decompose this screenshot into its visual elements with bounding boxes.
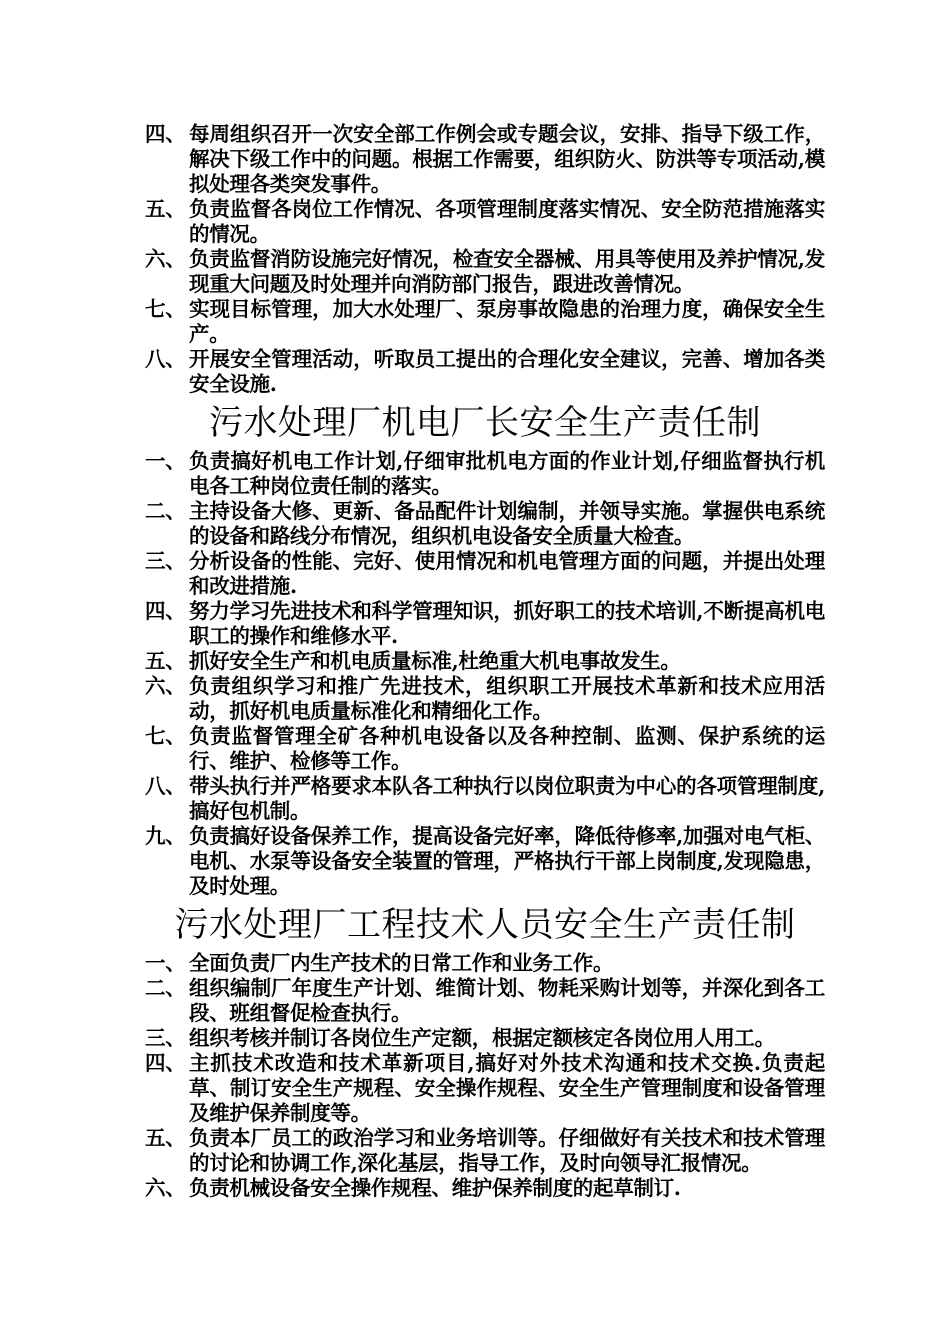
section-heading: 污水处理厂机电厂长安全生产责任制 bbox=[209, 403, 761, 443]
list-item: 五、 负责本厂员工的政治学习和业务培训等。仔细做好有关技术和技术管理的讨论和协调工作,深化基层，指导工作，及时向领导汇报情况。 bbox=[145, 1126, 825, 1175]
list-item: 二、 主持设备大修、更新、备品配件计划编制，并领导实施。掌握供电系统的设备和路线分布情况，组织机电设备安全质量大检查。 bbox=[145, 499, 825, 548]
list-item: 五、 抓好安全生产和机电质量标准,杜绝重大机电事故发生。 bbox=[145, 649, 681, 673]
list-item: 五、 负责监督各岗位工作情况、各项管理制度落实情况、安全防范措施落实的情况。 bbox=[145, 197, 825, 246]
document-page bbox=[145, 122, 825, 1201]
list-item: 四、 每周组织召开一次安全部工作例会或专题会议，安排、指导下级工作，解决下级工作中的问题。根据工作需要，组织防火、防洪等专项活动,模拟处理各类突发事件。 bbox=[145, 122, 825, 196]
list-item: 六、 负责组织学习和推广先进技术，组织职工开展技术革新和技术应用活动，抓好机电质量标准化和精细化工作。 bbox=[145, 674, 825, 723]
list-item: 八、 带头执行并严格要求本队各工种执行以岗位职责为中心的各项管理制度,搞好包机制。 bbox=[145, 774, 825, 823]
list-item: 三、 分析设备的性能、完好、使用情况和机电管理方面的问题，并提出处理和改进措施. bbox=[145, 549, 825, 598]
list-item: 四、 努力学习先进技术和科学管理知识，抓好职工的技术培训,不断提高机电职工的操作和维修水平. bbox=[145, 599, 825, 648]
list-item: 一、 负责搞好机电工作计划,仔细审批机电方面的作业计划,仔细监督执行机电各工种岗位责任制的落实。 bbox=[145, 449, 825, 498]
section-engineering-staff bbox=[145, 899, 825, 1201]
list-item: 六、 负责监督消防设施完好情况，检查安全器械、用具等使用及养护情况,发现重大问题及时处理并向消防部门报告，跟进改善情况。 bbox=[145, 247, 825, 296]
list-item: 二、 组织编制厂年度生产计划、维简计划、物耗采购计划等，并深化到各工段、班组督促检查执行。 bbox=[145, 976, 825, 1025]
list-item: 七、 实现目标管理，加大水处理厂、泵房事故隐患的治理力度，确保安全生产。 bbox=[145, 297, 825, 346]
section-electromechanical-director bbox=[145, 397, 825, 899]
list-item: 七、 负责监督管理全矿各种机电设备以及各种控制、监测、保护系统的运行、维护、检修等工作。 bbox=[145, 724, 825, 773]
list-item: 八、 开展安全管理活动，听取员工提出的合理化安全建议，完善、增加各类安全设施. bbox=[145, 347, 825, 396]
list-item: 一、 全面负责厂内生产技术的日常工作和业务工作。 bbox=[145, 951, 614, 975]
list-item: 三、 组织考核并制订各岗位生产定额，根据定额核定各岗位用人用工。 bbox=[145, 1026, 775, 1050]
section-safety-dept bbox=[145, 122, 825, 397]
list-item: 六、 负责机械设备安全操作规程、维护保养制度的起草制订. bbox=[145, 1176, 681, 1200]
list-item: 九、 负责搞好设备保养工作，提高设备完好率，降低待修率,加强对电气柜、电机、水泵等设备安全装置的管理，严格执行干部上岗制度,发现隐患，及时处理。 bbox=[145, 824, 825, 898]
list-item: 四、 主抓技术改造和技术革新项目,搞好对外技术沟通和技术交换.负责起草、制订安全生产规程、安全操作规程、安全生产管理制度和设备管理及维护保养制度等。 bbox=[145, 1051, 825, 1125]
section-heading: 污水处理厂工程技术人员安全生产责任制 bbox=[174, 905, 796, 945]
